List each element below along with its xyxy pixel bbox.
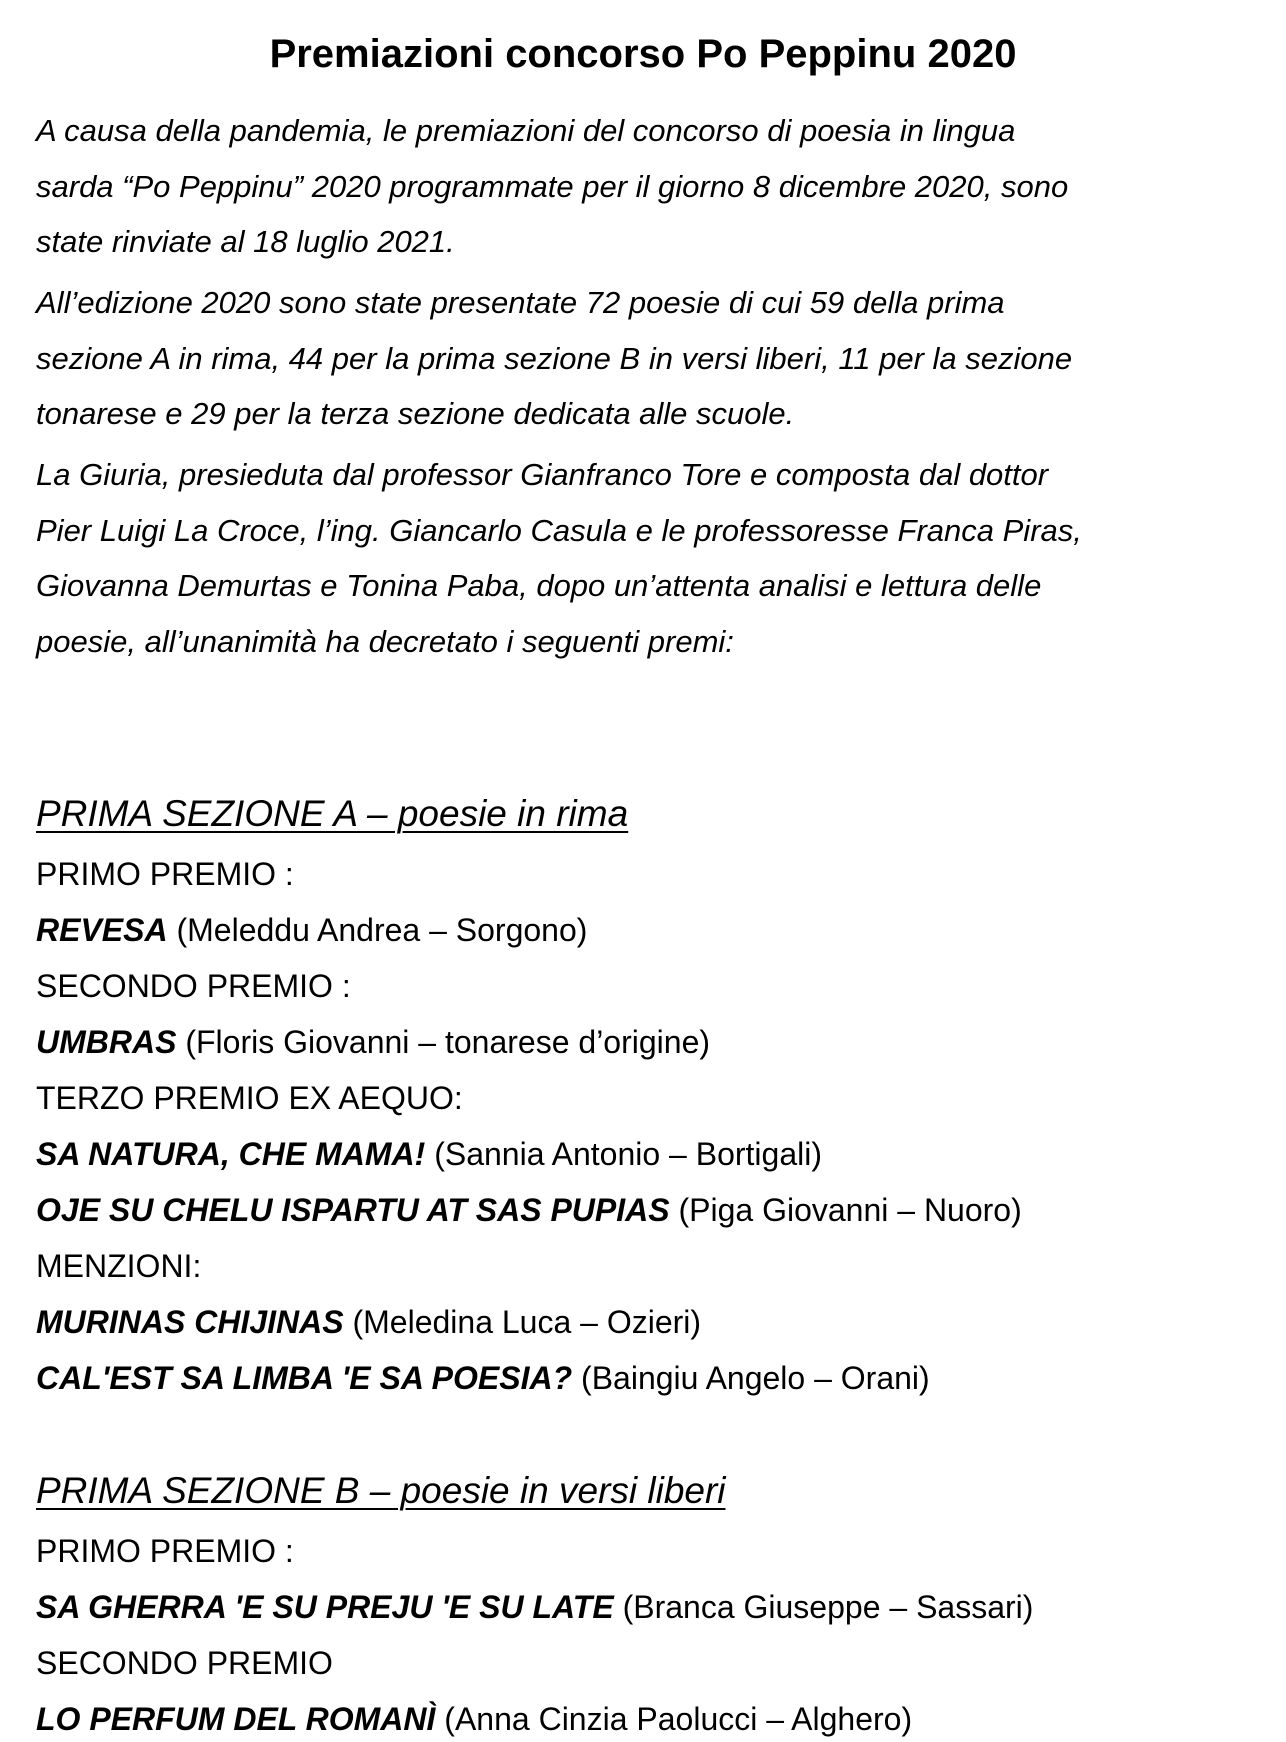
paragraph-line: poesie, all’unanimità ha decretato i seguenti premi:: [36, 623, 734, 659]
paragraph-line: All’edizione 2020 sono state presentate 72 poesie di cui 59 della prima: [36, 285, 1005, 320]
award-text: PRIMO PREMIO :: [36, 1533, 294, 1569]
award-line: [36, 1020, 710, 1064]
paragraph-line: Pier Luigi La Croce, l’ing. Giancarlo Casula e le professoresse Franca Piras,: [36, 512, 1082, 548]
award-text: (Piga Giovanni – Nuoro): [669, 1192, 1022, 1228]
intro-paragraph-submissions: [36, 275, 1261, 442]
poem-title: UMBRAS: [36, 1024, 177, 1060]
award-text: (Anna Cinzia Paolucci – Alghero): [435, 1701, 913, 1737]
award-line: [36, 1356, 930, 1400]
award-text: SECONDO PREMIO :: [36, 968, 351, 1004]
section-heading-b: PRIMA SEZIONE B – poesie in versi liberi: [36, 1470, 726, 1511]
award-text: (Sannia Antonio – Bortigali): [425, 1136, 822, 1172]
paragraph-line: La Giuria, presieduta dal professor Gianfranco Tore e composta dal dottor: [36, 457, 1049, 492]
award-text: (Baingiu Angelo – Orani): [572, 1360, 930, 1396]
paragraph-line: A causa della pandemia, le premiazioni del concorso di poesia in lingua: [36, 113, 1016, 148]
section-heading-a: PRIMA SEZIONE A – poesie in rima: [36, 793, 629, 834]
award-text: PRIMO PREMIO :: [36, 856, 294, 892]
award-line: [36, 1244, 201, 1288]
award-line: [36, 1188, 1022, 1232]
paragraph-line: sezione A in rima, 44 per la prima sezione B in versi liberi, 11 per la sezione: [36, 340, 1073, 376]
poem-title: MURINAS CHIJINAS: [36, 1304, 344, 1340]
paragraph-line: tonarese e 29 per la terza sezione dedicata alle scuole.: [36, 396, 795, 431]
poem-title: CAL'EST SA LIMBA 'E SA POESIA?: [36, 1360, 573, 1396]
award-line: [36, 908, 587, 952]
document-title: Premiazioni concorso Po Peppinu 2020: [269, 32, 1017, 76]
award-line: [36, 852, 294, 896]
award-line: [36, 1076, 463, 1120]
intro-paragraph-postponement: [36, 103, 1261, 270]
award-line: [36, 964, 351, 1008]
paragraph-line: sarda “Po Peppinu” 2020 programmate per il giorno 8 dicembre 2020, sono: [36, 168, 1069, 204]
poem-title: REVESA: [36, 912, 168, 948]
poem-title: OJE SU CHELU ISPARTU AT SAS PUPIAS: [36, 1192, 670, 1228]
award-text: (Branca Giuseppe – Sassari): [613, 1589, 1034, 1625]
intro-paragraph-jury: [36, 447, 1261, 669]
award-line: [36, 1529, 294, 1573]
poem-title: SA NATURA, CHE MAMA!: [36, 1136, 426, 1172]
award-text: SECONDO PREMIO: [36, 1645, 333, 1681]
award-text: TERZO PREMIO EX AEQUO:: [36, 1080, 463, 1116]
poem-title: SA GHERRA 'E SU PREJU 'E SU LATE: [36, 1589, 614, 1625]
award-text: (Meleddu Andrea – Sorgono): [167, 912, 588, 948]
award-line: [36, 1585, 1033, 1629]
award-line: [36, 1300, 701, 1344]
paragraph-line: state rinviate al 18 luglio 2021.: [36, 224, 455, 259]
award-line: [36, 1697, 912, 1741]
paragraph-line: Giovanna Demurtas e Tonina Paba, dopo un’attenta analisi e lettura delle: [36, 568, 1042, 603]
poem-title: LO PERFUM DEL ROMANÌ: [36, 1701, 436, 1737]
award-text: (Meledina Luca – Ozieri): [343, 1304, 702, 1340]
award-text: (Floris Giovanni – tonarese d’origine): [176, 1024, 711, 1060]
award-line: [36, 1132, 822, 1176]
award-line: [36, 1641, 333, 1685]
award-text: MENZIONI:: [36, 1248, 202, 1284]
